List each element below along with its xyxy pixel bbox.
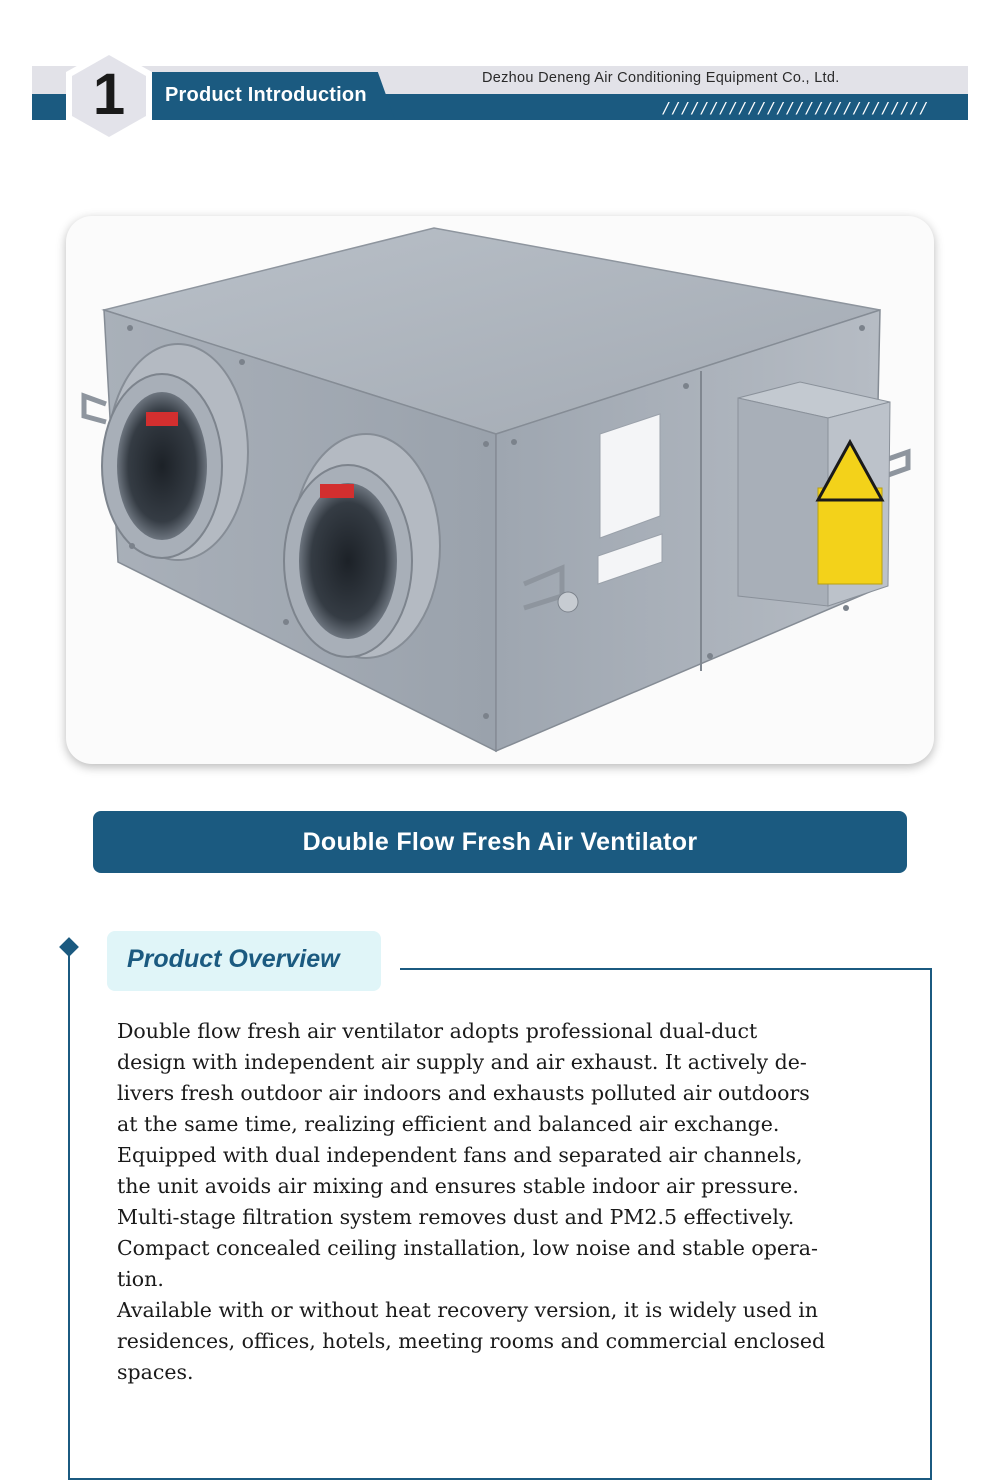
overview-text — [117, 1016, 897, 1388]
overview-line: design with independent air supply and air exhaust. It actively de- — [117, 1050, 807, 1074]
overview-line: Available with or without heat recovery version, it is widely used in — [117, 1298, 819, 1322]
company-name: Dezhou Deneng Air Conditioning Equipment Co., Ltd. — [482, 70, 840, 86]
product-name-bar — [93, 811, 907, 873]
overview-line: livers fresh outdoor air indoors and exhausts polluted air outdoors — [117, 1081, 810, 1105]
overview-line: Double flow fresh air ventilator adopts professional dual-duct — [117, 1019, 758, 1043]
overview-line: tion. — [117, 1267, 164, 1291]
diamond-icon — [59, 937, 79, 957]
overview-border-right — [930, 968, 932, 1480]
section-number-badge — [62, 46, 156, 146]
overview-line: Compact concealed ceiling installation, low noise and stable opera- — [117, 1236, 818, 1260]
overview-line: Equipped with dual independent fans and separated air channels, — [117, 1143, 803, 1167]
overview-line: spaces. — [117, 1360, 194, 1384]
section-title: Product Introduction — [165, 84, 367, 106]
header-decoration: //////////////////////////// — [662, 99, 929, 117]
overview-line: Multi-stage filtration system removes dust and PM2.5 effectively. — [117, 1205, 795, 1229]
product-name: Double Flow Fresh Air Ventilator — [302, 827, 698, 856]
ventilator-illustration — [66, 216, 934, 764]
product-photo — [66, 216, 934, 764]
overview-border-bottom — [68, 1478, 932, 1480]
overview-line: at the same time, realizing efficient and balanced air exchange. — [117, 1112, 780, 1136]
overview-line: the unit avoids air mixing and ensures stable indoor air pressure. — [117, 1174, 799, 1198]
overview-line: residences, offices, hotels, meeting rooms and commercial enclosed — [117, 1329, 826, 1353]
overview-border-top — [400, 968, 932, 970]
section-number: 1 — [92, 62, 126, 127]
overview-border-left — [68, 950, 70, 1480]
overview-heading: Product Overview — [127, 945, 340, 973]
